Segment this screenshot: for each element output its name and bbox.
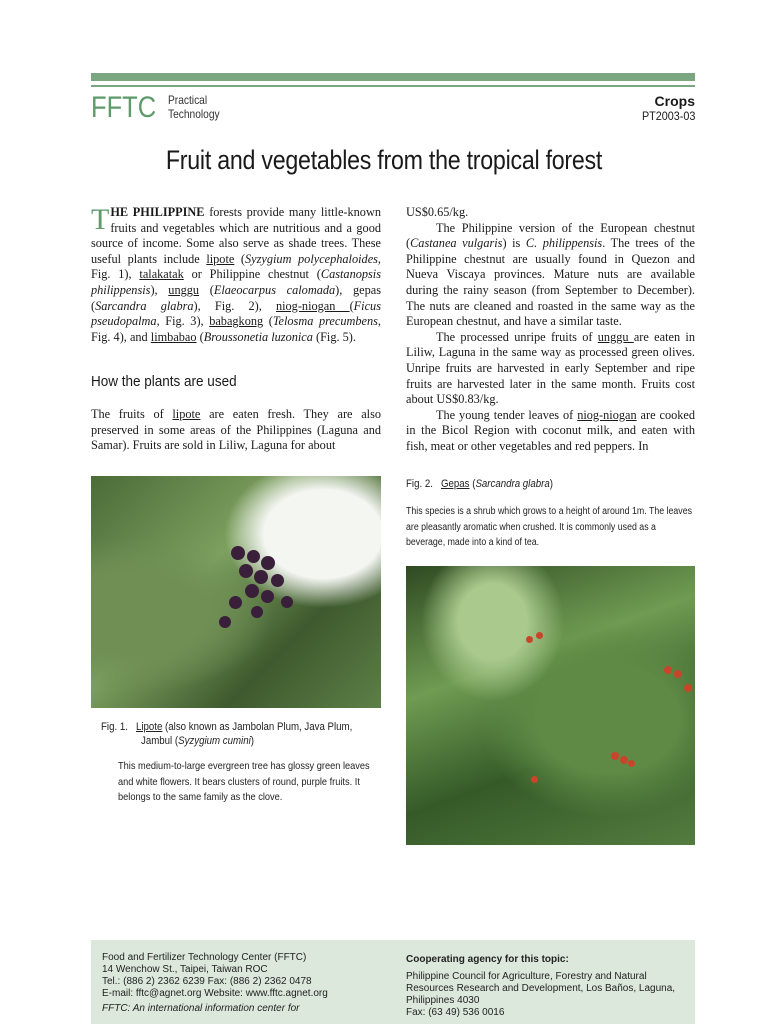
caption-text: ( (469, 478, 476, 490)
fruit-mark (251, 606, 263, 618)
sci-name: Ficus pseudopalma (91, 298, 381, 329)
fruit-mark (674, 670, 682, 678)
fig1-description: This medium-to-large evergreen tree has glossy green leaves and white flowers. It bears clusters of round, purple fruits. It belongs to the same family as the clove. (118, 760, 370, 803)
intro-text: ( (199, 282, 214, 297)
gepas-photo (406, 566, 695, 845)
term-talakatak: talakatak (139, 267, 184, 282)
sci-name: Telosma precumbens (272, 314, 378, 329)
fruit-mark (281, 596, 293, 608)
fig2-caption (406, 477, 553, 491)
cooperating-agency (406, 954, 691, 1019)
footer-tagline: FFTC: An international information center for (102, 1003, 300, 1014)
term-niog-niogan: niog-niogan (275, 298, 350, 313)
intro-text: , Fig. 4), and (91, 314, 381, 344)
intro-text: ( (349, 298, 354, 313)
body-text: . The trees of the Philippine chestnut are usually found in Quezon and Nueva Viscaya provinces. Mature nuts are available during the rainy season (from September to December). The nuts are cleaned and roasted in the same way as the European chestnut, and have a similar taste. (406, 236, 695, 329)
sci-name: Syzygium cumini (178, 735, 251, 747)
footer-line: 14 Wenchow St., Taipei, Taiwan ROC (102, 964, 268, 975)
chestnut-paragraph (406, 221, 695, 330)
fruit-mark (611, 752, 619, 760)
caption-text: ) (549, 478, 553, 490)
sci-name: Elaeocarpus calomada (213, 282, 336, 297)
fftc-logo: FFTC (91, 91, 157, 124)
term-limbabao: limbabao (150, 329, 197, 344)
body-text: The young tender leaves of (436, 407, 578, 422)
top-rule-thick (91, 73, 695, 81)
price-line: US$0.65/kg. (406, 205, 469, 219)
logo-sub-line-1: Practical (168, 93, 208, 107)
term-niog-niogan: niog-niogan (577, 407, 637, 422)
fruit-mark (620, 756, 628, 764)
term-unggu: unggu (597, 329, 634, 344)
logo-sub-line-2: Technology (168, 107, 220, 121)
intro-text: or Philippine chestnut ( (183, 267, 321, 282)
fruit-mark (261, 590, 274, 603)
usage-paragraph (91, 407, 381, 454)
intro-text: ( (234, 251, 246, 266)
fig-label: Fig. 2. (406, 478, 433, 490)
intro-text: ( (263, 314, 273, 329)
niog-paragraph (406, 408, 695, 455)
fruit-mark (231, 546, 245, 560)
fruit-mark (261, 556, 275, 570)
fruit-mark (531, 776, 538, 783)
fig-label: Fig. 1. (101, 721, 128, 733)
footer (91, 940, 695, 1024)
fig2-description: This species is a shrub which grows to a height of around 1m. The leaves are pleasantly aromatic when crushed. It is commonly used as a beverage, made into a kind of tea. (406, 506, 692, 548)
fig1-caption-line1 (101, 720, 352, 734)
intro-text: , Fig. 3), (156, 314, 210, 329)
sci-name: C. philippensis (525, 236, 603, 251)
document-code: PT2003-03 (641, 109, 695, 123)
term-lipote: lipote (172, 407, 201, 421)
intro-text: (Fig. 5). (312, 329, 356, 344)
right-column-text (406, 205, 695, 455)
fig-name: Gepas (440, 478, 470, 490)
fftc-contact (102, 952, 392, 1015)
intro-text: forests provide many little-known fruits and vegetables which are nutritious and a good source of income. Some also serve as shade trees. These useful plants include (91, 205, 381, 266)
category-label: Crops (654, 93, 695, 109)
footer-line: Philippine Council for Agriculture, Forestry and Natural Resources Research and Development, Los Baños, Laguna, Philippines 4030 (406, 971, 676, 1006)
term-unggu: unggu (168, 282, 200, 297)
body-text: The Philippine version of the European chestnut ( (406, 220, 695, 251)
fruit-mark (247, 550, 260, 563)
fruit-mark (219, 616, 231, 628)
sci-name: Castanopsis philippensis (91, 267, 382, 297)
drop-cap: T (91, 203, 110, 236)
fruit-mark (239, 564, 253, 578)
fruit-mark (254, 570, 268, 584)
term-lipote: lipote (206, 251, 235, 266)
fruit-mark (628, 760, 635, 767)
intro-paragraph (91, 205, 381, 345)
sci-name: Broussonetia luzonica (203, 329, 313, 344)
body-text: The processed unripe fruits of (436, 329, 598, 344)
fruit-mark (664, 666, 672, 674)
fruit-mark (229, 596, 242, 609)
fruit-mark (245, 584, 259, 598)
page-title: Fruit and vegetables from the tropical forest (165, 145, 603, 175)
caption-text: ) (250, 735, 254, 747)
intro-text: ( (196, 329, 204, 344)
unggu-paragraph (406, 330, 695, 408)
caption-text: Jambul ( (141, 735, 179, 747)
intro-text: ), gepas ( (91, 282, 382, 313)
fig-name: Lipote (135, 721, 163, 733)
footer-line: Food and Fertilizer Technology Center (FFTC) (102, 952, 307, 963)
caption-text: (also known as Jambolan Plum, Java Plum, (162, 721, 353, 733)
body-text: ) is (502, 236, 526, 251)
body-text: are cooked in the Bicol Region with coconut milk, and eaten with fish, meat or other vegetables and red peppers. In (406, 407, 695, 453)
intro-lead: HE PHILIPPINE (110, 205, 205, 219)
logo-subtitle (168, 93, 220, 121)
lipote-photo (91, 476, 381, 708)
footer-heading: Cooperating agency for this topic: (406, 954, 569, 965)
top-rule-thin (91, 85, 695, 87)
body-text: are eaten in Liliw, Laguna in the same way as processed green olives. Unripe fruits are harvested in early September and ripe fruits are harvested later in the same month. Fruits cost about US$0.83/kg. (406, 329, 695, 407)
intro-text: ), Fig. 2), (193, 298, 276, 313)
fig1-caption-line2 (141, 734, 254, 748)
body-text: The fruits of (91, 407, 173, 421)
sci-name: Castanea vulgaris (410, 236, 503, 251)
section-heading: How the plants are used (91, 373, 237, 390)
footer-line: E-mail: fftc@agnet.org Website: www.fftc.agnet.org (102, 988, 328, 999)
body-text: are eaten fresh. They are also preserved in some areas of the Philippines (Laguna and Samar). Fruits are sold in Liliw, Laguna for about (91, 407, 381, 453)
fruit-mark (526, 636, 533, 643)
fruit-mark (271, 574, 284, 587)
footer-line: Tel.: (886 2) 2362 6239 Fax: (886 2) 2362 0478 (102, 976, 312, 987)
intro-text: Fig. 1), (91, 267, 140, 282)
sci-name: Sarcandra glabra (475, 478, 550, 490)
fruit-mark (536, 632, 543, 639)
sci-name: Syzygium polycephaloides, (245, 251, 382, 266)
intro-text: ), (150, 282, 169, 297)
footer-line: Fax: (63 49) 536 0016 (406, 1007, 505, 1018)
fruit-mark (684, 684, 692, 692)
sci-name: Sarcandra glabra (95, 298, 194, 313)
term-babagkong: babagkong (209, 314, 264, 329)
category-block (636, 93, 695, 123)
